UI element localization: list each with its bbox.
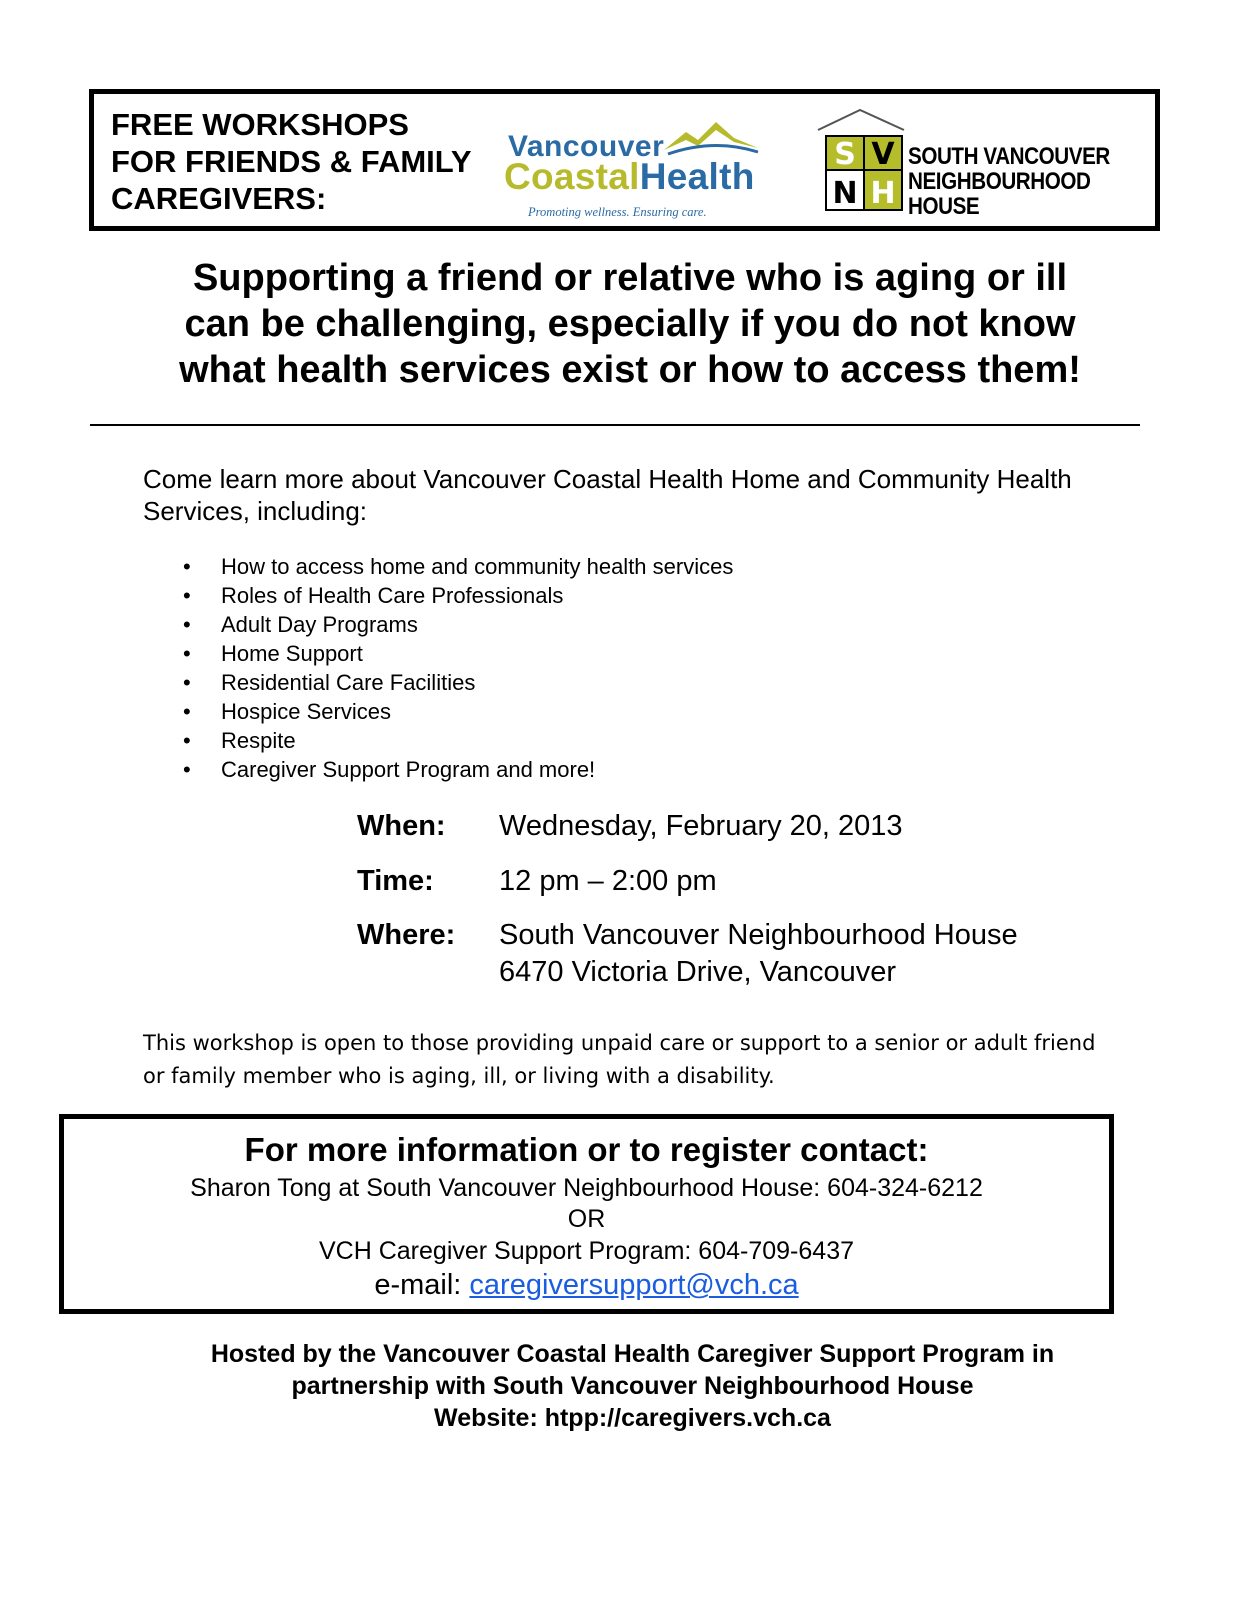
header-title xyxy=(111,106,501,217)
divider xyxy=(90,424,1140,426)
contact-or: OR xyxy=(567,1205,606,1233)
contact-heading: For more information or to register contact: xyxy=(244,1131,929,1168)
svnh-logo-line: HOUSE xyxy=(908,193,980,220)
list-item: • Roles of Health Care Professionals xyxy=(183,581,733,610)
svg-text:H: H xyxy=(870,176,896,211)
svnh-logo-line: NEIGHBOURHOOD xyxy=(908,168,1091,195)
headline-line: can be challenging, especially if you do not know xyxy=(184,303,1076,345)
contact-line-svnh: Sharon Tong at South Vancouver Neighbourhood House: 604-324-6212 xyxy=(190,1174,983,1202)
vch-logo-word2 xyxy=(504,156,755,198)
svnh-logo-text xyxy=(908,144,1143,219)
header-title-line: CAREGIVERS: xyxy=(111,181,327,216)
eligibility-text: This workshop is open to those providing unpaid care or support to a senior or adult friend or family member who is aging, ill, or living with a disability. xyxy=(143,1031,1096,1088)
list-item: • Adult Day Programs xyxy=(183,610,733,639)
footer-line: partnership with South Vancouver Neighbourhood House xyxy=(291,1372,974,1400)
email-label: e-mail: xyxy=(374,1269,470,1301)
contact-email-line xyxy=(64,1269,1109,1302)
intro-text: Come learn more about Vancouver Coastal Health Home and Community Health Services, including: xyxy=(143,464,1072,526)
contact-box xyxy=(59,1114,1114,1314)
time-label: Time: xyxy=(357,865,434,897)
footer-website: Website: htpp://caregivers.vch.ca xyxy=(434,1404,831,1432)
email-link[interactable]: caregiversupport@vch.ca xyxy=(469,1269,799,1301)
vch-logo-word1: Vancouver xyxy=(508,130,665,163)
header-box xyxy=(89,89,1160,231)
list-item: • Hospice Services xyxy=(183,697,733,726)
vch-logo-health: Health xyxy=(639,156,755,197)
list-item: • How to access home and community health services xyxy=(183,552,733,581)
where-label: Where: xyxy=(357,919,456,951)
vch-logo-coastal: Coastal xyxy=(504,156,640,197)
headline-line: what health services exist or how to access them! xyxy=(179,349,1081,391)
svnh-logo-line: SOUTH VANCOUVER xyxy=(908,143,1110,170)
headline xyxy=(100,255,1160,393)
svnh-logo xyxy=(816,106,1146,218)
when-label: When: xyxy=(357,810,446,842)
svg-text:S: S xyxy=(834,137,856,172)
headline-line: Supporting a friend or relative who is aging or ill xyxy=(192,257,1068,299)
svg-text:V: V xyxy=(871,137,895,172)
where-value-line1: South Vancouver Neighbourhood House xyxy=(499,919,1018,951)
footer xyxy=(100,1338,1165,1434)
vch-logo xyxy=(504,112,769,222)
time-value: 12 pm – 2:00 pm xyxy=(499,865,717,897)
footer-line: Hosted by the Vancouver Coastal Health Caregiver Support Program in xyxy=(210,1340,1055,1368)
mountain-icon xyxy=(664,118,759,158)
vch-logo-tagline: Promoting wellness. Ensuring care. xyxy=(528,205,707,219)
header-title-line: FOR FRIENDS & FAMILY xyxy=(111,144,472,179)
header-title-line: FREE WORKSHOPS xyxy=(111,107,409,142)
svg-text:N: N xyxy=(832,176,858,211)
services-list xyxy=(183,552,733,784)
list-item: • Home Support xyxy=(183,639,733,668)
list-item: • Respite xyxy=(183,726,733,755)
where-value-line2: 6470 Victoria Drive, Vancouver xyxy=(499,956,897,988)
list-item: • Caregiver Support Program and more! xyxy=(183,755,733,784)
list-item: • Residential Care Facilities xyxy=(183,668,733,697)
when-value: Wednesday, February 20, 2013 xyxy=(499,810,903,842)
contact-line-vch: VCH Caregiver Support Program: 604-709-6437 xyxy=(319,1237,854,1265)
house-icon xyxy=(816,106,908,218)
